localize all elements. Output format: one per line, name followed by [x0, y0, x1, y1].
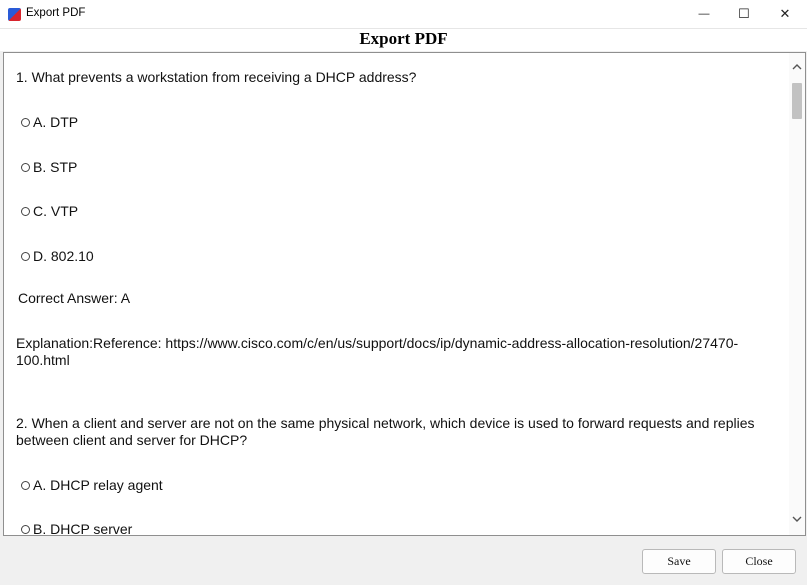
option-label: A. DHCP relay agent: [33, 477, 163, 493]
close-window-button[interactable]: [765, 0, 805, 28]
radio-icon[interactable]: [21, 207, 30, 216]
chevron-down-icon[interactable]: [789, 511, 805, 527]
window-title: Export PDF: [26, 7, 86, 19]
question-1-text: 1. What prevents a workstation from receiving a DHCP address?: [16, 69, 417, 85]
close-button[interactable]: Close: [722, 549, 796, 574]
question-1-option-c[interactable]: [21, 203, 78, 219]
vertical-scrollbar[interactable]: [789, 53, 805, 535]
option-label: B. DHCP server: [33, 521, 133, 536]
maximize-icon: ☐: [738, 6, 750, 21]
app-icon: [8, 8, 21, 21]
radio-icon[interactable]: [21, 163, 30, 172]
maximize-button[interactable]: [724, 0, 764, 28]
close-icon: ✕: [779, 6, 791, 21]
option-label: B. STP: [33, 159, 78, 175]
question-1-explanation-line-1: Explanation:Reference: https://www.cisco.com/c/en/us/support/docs/ip/dynamic-address-allocation-resolution/27470-: [16, 335, 739, 351]
radio-icon[interactable]: [21, 252, 30, 261]
question-1-option-a[interactable]: [21, 114, 78, 130]
chevron-up-icon[interactable]: [789, 59, 805, 75]
question-1-option-b[interactable]: [21, 159, 77, 175]
dialog-title: Export PDF: [359, 29, 448, 48]
save-button[interactable]: Save: [642, 549, 716, 574]
option-label: C. VTP: [33, 203, 79, 219]
minimize-button[interactable]: [684, 0, 724, 28]
title-bar: [0, 0, 807, 29]
question-2-text-line-2: between client and server for DHCP?: [16, 432, 248, 448]
scrollbar-thumb[interactable]: [792, 83, 802, 119]
question-viewer[interactable]: [3, 52, 806, 536]
question-1-explanation-line-2: 100.html: [16, 352, 70, 368]
radio-icon[interactable]: [21, 118, 30, 127]
question-2-option-b[interactable]: [21, 521, 132, 536]
question-1-correct-answer: Correct Answer: A: [18, 290, 131, 306]
question-2-text-line-1: 2. When a client and server are not on the same physical network, which device is used to forward requests and replies: [16, 415, 755, 431]
option-label: D. 802.10: [33, 248, 94, 264]
radio-icon[interactable]: [21, 525, 30, 534]
question-2-option-a[interactable]: [21, 477, 163, 493]
option-label: A. DTP: [33, 114, 79, 130]
minimize-icon: —: [698, 8, 710, 20]
question-1-option-d[interactable]: [21, 248, 94, 264]
radio-icon[interactable]: [21, 481, 30, 490]
